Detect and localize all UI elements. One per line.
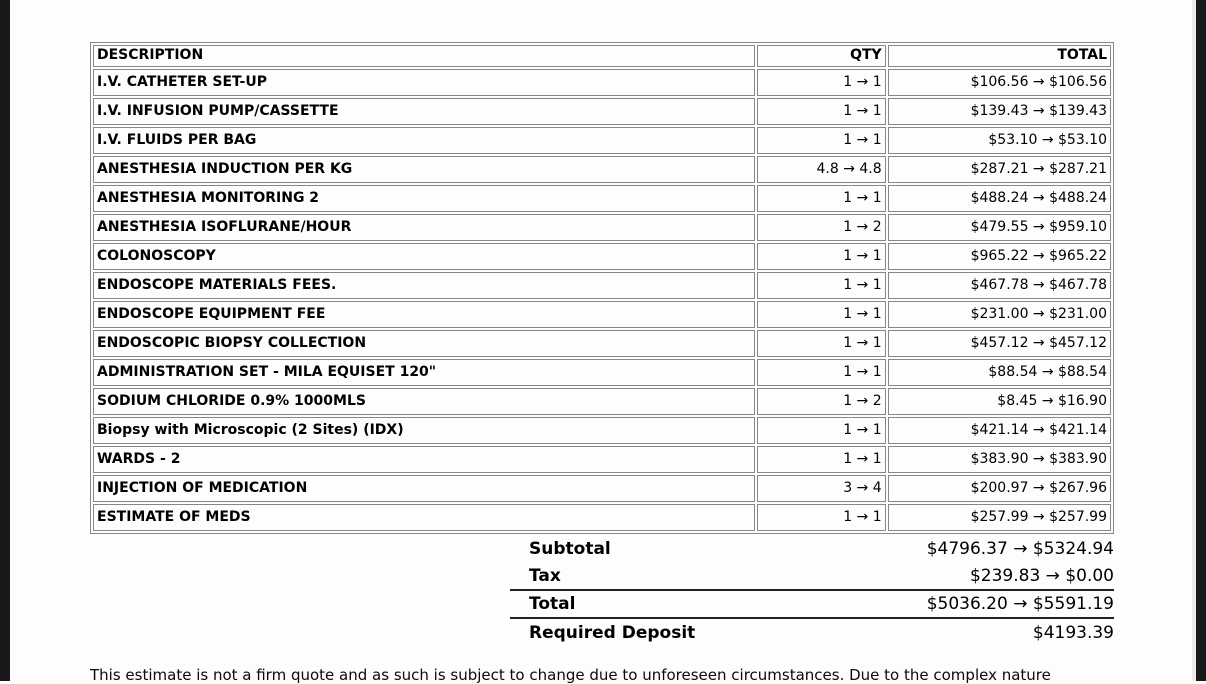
total-cell: $257.99 → $257.99	[888, 504, 1111, 531]
qty-cell: 1 → 2	[757, 388, 886, 415]
description-cell: I.V. CATHETER SET-UP	[93, 69, 755, 96]
summary-label: Subtotal	[529, 539, 611, 559]
total-cell: $467.78 → $467.78	[888, 272, 1111, 299]
disclaimer-text: This estimate is not a firm quote and as such is subject to change due to unforeseen circumstances. Due to the complex nature	[90, 666, 1051, 684]
summary-label: Total	[529, 594, 576, 614]
qty-cell: 1 → 1	[757, 359, 886, 386]
table-row	[93, 185, 1111, 212]
qty-cell: 1 → 2	[757, 214, 886, 241]
qty-cell: 3 → 4	[757, 475, 886, 502]
column-header-qty: QTY	[757, 45, 886, 67]
summary-row	[510, 619, 1114, 647]
table-row	[93, 214, 1111, 241]
total-cell: $421.14 → $421.14	[888, 417, 1111, 444]
description-cell: ESTIMATE OF MEDS	[93, 504, 755, 531]
total-cell: $457.12 → $457.12	[888, 330, 1111, 357]
total-cell: $965.22 → $965.22	[888, 243, 1111, 270]
table-row	[93, 272, 1111, 299]
qty-cell: 1 → 1	[757, 69, 886, 96]
qty-cell: 1 → 1	[757, 127, 886, 154]
total-cell: $383.90 → $383.90	[888, 446, 1111, 473]
qty-cell: 1 → 1	[757, 330, 886, 357]
column-header-description: DESCRIPTION	[93, 45, 755, 67]
total-cell: $53.10 → $53.10	[888, 127, 1111, 154]
total-cell: $139.43 → $139.43	[888, 98, 1111, 125]
description-cell: ENDOSCOPE MATERIALS FEES.	[93, 272, 755, 299]
table-row	[93, 69, 1111, 96]
summary-row	[510, 535, 1114, 563]
description-cell: Biopsy with Microscopic (2 Sites) (IDX)	[93, 417, 755, 444]
table-row	[93, 156, 1111, 183]
qty-cell: 1 → 1	[757, 272, 886, 299]
total-cell: $479.55 → $959.10	[888, 214, 1111, 241]
table-row	[93, 330, 1111, 357]
description-cell: I.V. INFUSION PUMP/CASSETTE	[93, 98, 755, 125]
description-cell: ANESTHESIA INDUCTION PER KG	[93, 156, 755, 183]
qty-cell: 1 → 1	[757, 185, 886, 212]
total-cell: $287.21 → $287.21	[888, 156, 1111, 183]
total-cell: $88.54 → $88.54	[888, 359, 1111, 386]
summary-value: $239.83 → $0.00	[969, 566, 1114, 586]
table-row	[93, 359, 1111, 386]
left-edge-bar	[0, 0, 10, 681]
table-row	[93, 504, 1111, 531]
qty-cell: 1 → 1	[757, 98, 886, 125]
description-cell: COLONOSCOPY	[93, 243, 755, 270]
table-row	[93, 243, 1111, 270]
summary-value: $4796.37 → $5324.94	[926, 539, 1114, 559]
summary-row	[510, 591, 1114, 619]
table-row	[93, 388, 1111, 415]
qty-cell: 1 → 1	[757, 446, 886, 473]
table-row	[93, 417, 1111, 444]
column-header-total: TOTAL	[888, 45, 1111, 67]
qty-cell: 1 → 1	[757, 243, 886, 270]
description-cell: ENDOSCOPE EQUIPMENT FEE	[93, 301, 755, 328]
summary-label: Tax	[529, 566, 561, 586]
table-row	[93, 301, 1111, 328]
description-cell: INJECTION OF MEDICATION	[93, 475, 755, 502]
table-row	[93, 127, 1111, 154]
summary-row	[510, 563, 1114, 591]
description-cell: I.V. FLUIDS PER BAG	[93, 127, 755, 154]
table-row	[93, 98, 1111, 125]
total-cell: $200.97 → $267.96	[888, 475, 1111, 502]
description-cell: ANESTHESIA MONITORING 2	[93, 185, 755, 212]
summary-value: $5036.20 → $5591.19	[926, 594, 1114, 614]
description-cell: ENDOSCOPIC BIOPSY COLLECTION	[93, 330, 755, 357]
description-cell: WARDS - 2	[93, 446, 755, 473]
description-cell: ANESTHESIA ISOFLURANE/HOUR	[93, 214, 755, 241]
qty-cell: 4.8 → 4.8	[757, 156, 886, 183]
description-cell: SODIUM CHLORIDE 0.9% 1000MLS	[93, 388, 755, 415]
total-cell: $488.24 → $488.24	[888, 185, 1111, 212]
qty-cell: 1 → 1	[757, 504, 886, 531]
table-row	[93, 475, 1111, 502]
table-row	[93, 446, 1111, 473]
estimate-table	[90, 42, 1114, 534]
summary-label: Required Deposit	[529, 623, 696, 643]
total-cell: $106.56 → $106.56	[888, 69, 1111, 96]
table-header-row	[93, 45, 1111, 67]
summary-value: $4193.39	[1032, 623, 1114, 643]
qty-cell: 1 → 1	[757, 301, 886, 328]
total-cell: $8.45 → $16.90	[888, 388, 1111, 415]
qty-cell: 1 → 1	[757, 417, 886, 444]
right-edge-bar	[1196, 0, 1206, 681]
description-cell: ADMINISTRATION SET - MILA EQUISET 120"	[93, 359, 755, 386]
total-cell: $231.00 → $231.00	[888, 301, 1111, 328]
summary-section	[510, 535, 1114, 647]
